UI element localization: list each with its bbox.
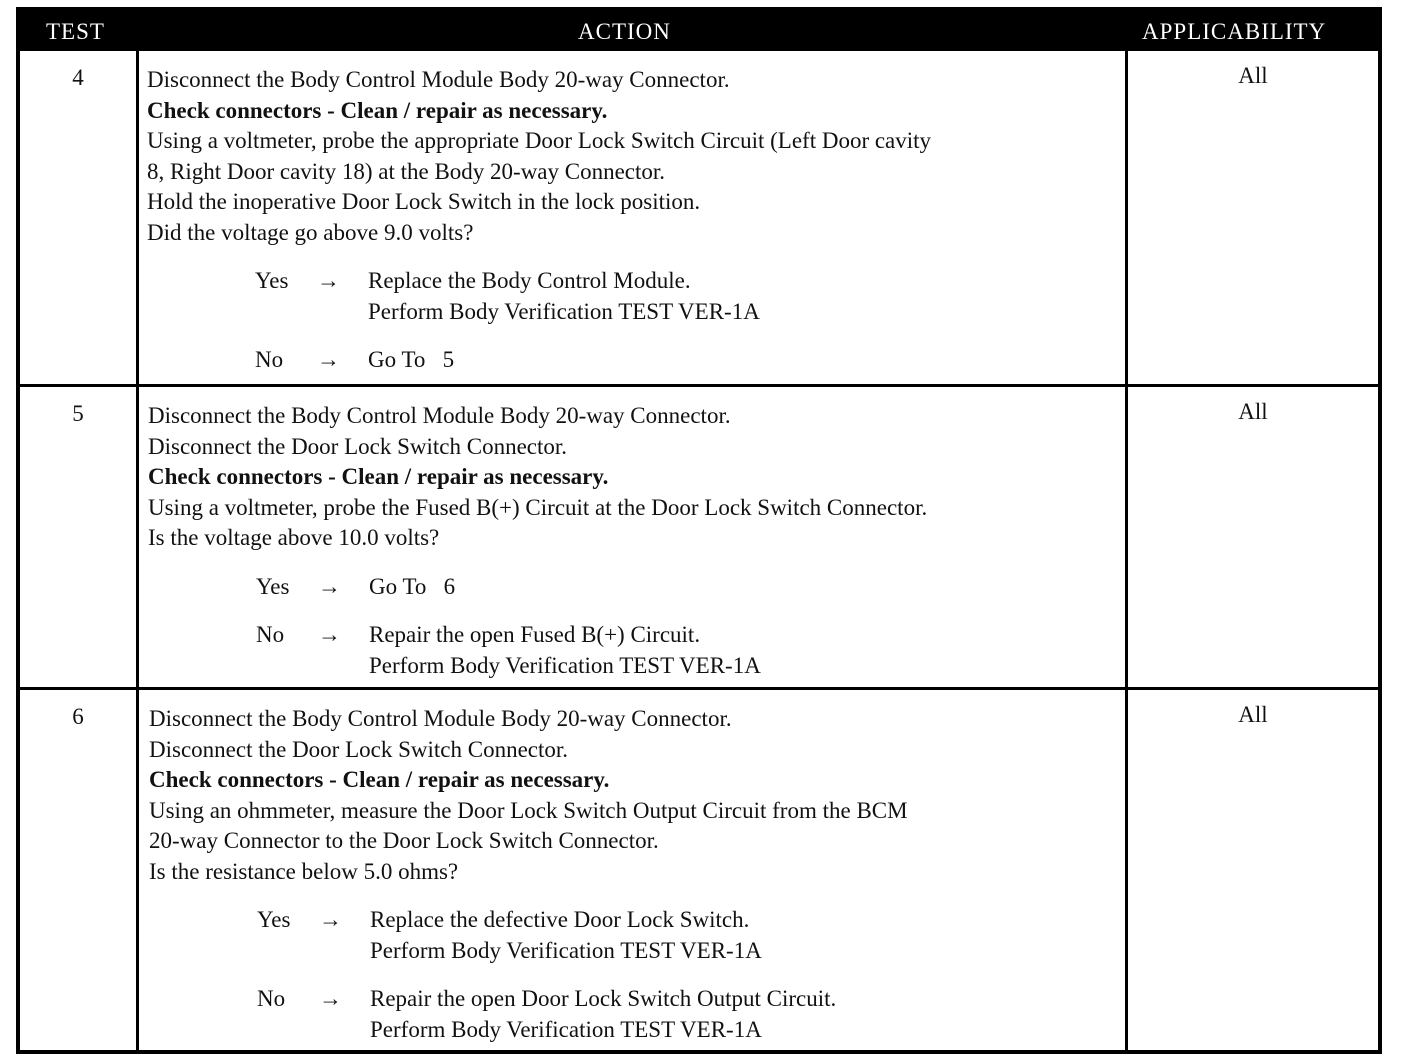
no-result	[148, 620, 1116, 651]
action-line: 8, Right Door cavity 18) at the Body 20-way Connector.	[147, 158, 666, 184]
no-text: Perform Body Verification TEST VER-1A	[370, 1016, 762, 1042]
action-line: Disconnect the Door Lock Switch Connector.	[149, 736, 569, 762]
action-line-bold: Check connectors - Clean / repair as necessary.	[147, 97, 608, 123]
action-line: Did the voltage go above 9.0 volts?	[147, 219, 474, 245]
yes-text: Perform Body Verification TEST VER-1A	[368, 298, 760, 324]
table-row	[20, 690, 1378, 1050]
test-number: 6	[72, 704, 84, 729]
yes-text: Replace the defective Door Lock Switch.	[370, 907, 750, 932]
action-line: Disconnect the Body Control Module Body 20-way Connector.	[148, 403, 731, 428]
action-line: Using a voltmeter, probe the Fused B(+) Circuit at the Door Lock Switch Connector.	[148, 494, 928, 520]
no-result	[147, 345, 1116, 376]
applicability-value: All	[1238, 63, 1268, 88]
arrow-icon: →	[319, 907, 342, 932]
table-header	[20, 11, 1378, 51]
yes-continuation	[149, 936, 1116, 967]
applicability-value: All	[1238, 399, 1268, 424]
table-row	[20, 387, 1378, 687]
yes-result	[148, 572, 1116, 603]
action-line: Is the resistance below 5.0 ohms?	[149, 858, 459, 884]
action-text	[147, 65, 1116, 376]
diagnostic-table	[16, 7, 1382, 1054]
test-number: 5	[72, 401, 84, 426]
yes-label: Yes	[255, 268, 289, 293]
yes-label: Yes	[257, 907, 291, 932]
action-line: Disconnect the Body Control Module Body 20-way Connector.	[149, 706, 732, 731]
action-line: Hold the inoperative Door Lock Switch in the lock position.	[147, 189, 701, 214]
arrow-icon: →	[317, 347, 340, 372]
yes-continuation	[147, 297, 1116, 328]
no-label: No	[256, 622, 285, 647]
arrow-icon: →	[318, 573, 341, 599]
yes-label: Yes	[256, 573, 290, 599]
no-text: Repair the open Door Lock Switch Output Circuit.	[370, 986, 837, 1011]
action-line: Using an ohmmeter, measure the Door Lock Switch Output Circuit from the BCM	[149, 797, 908, 823]
no-continuation	[148, 651, 1116, 682]
no-label: No	[257, 986, 286, 1011]
yes-text: Go To 6	[369, 573, 456, 599]
no-text: Perform Body Verification TEST VER-1A	[369, 652, 761, 678]
arrow-icon: →	[319, 986, 342, 1011]
yes-text: Perform Body Verification TEST VER-1A	[370, 937, 762, 963]
action-line: Disconnect the Door Lock Switch Connector.	[148, 433, 568, 459]
arrow-icon: →	[318, 622, 341, 647]
action-text	[148, 401, 1116, 681]
test-number: 4	[72, 65, 84, 90]
yes-result	[147, 266, 1116, 297]
action-line: 20-way Connector to the Door Lock Switch Connector.	[149, 828, 659, 853]
action-line-bold: Check connectors - Clean / repair as necessary.	[149, 767, 610, 792]
action-line: Is the voltage above 10.0 volts?	[148, 525, 440, 550]
no-text: Repair the open Fused B(+) Circuit.	[369, 622, 701, 647]
no-result	[149, 984, 1116, 1015]
action-text	[149, 704, 1116, 1045]
yes-text: Replace the Body Control Module.	[368, 268, 691, 293]
arrow-icon: →	[317, 268, 340, 293]
no-continuation	[149, 1015, 1116, 1046]
no-label: No	[255, 347, 284, 372]
header-action: ACTION	[578, 19, 671, 44]
header-test: TEST	[46, 19, 105, 44]
action-line: Using a voltmeter, probe the appropriate Door Lock Switch Circuit (Left Door cavity	[147, 128, 932, 153]
applicability-value: All	[1238, 702, 1268, 727]
table-row	[20, 51, 1378, 384]
no-text: Go To 5	[368, 347, 455, 372]
yes-result	[149, 905, 1116, 936]
header-applicability: APPLICABILITY	[1142, 19, 1327, 44]
action-line-bold: Check connectors - Clean / repair as necessary.	[148, 464, 609, 489]
action-line: Disconnect the Body Control Module Body 20-way Connector.	[147, 67, 730, 92]
